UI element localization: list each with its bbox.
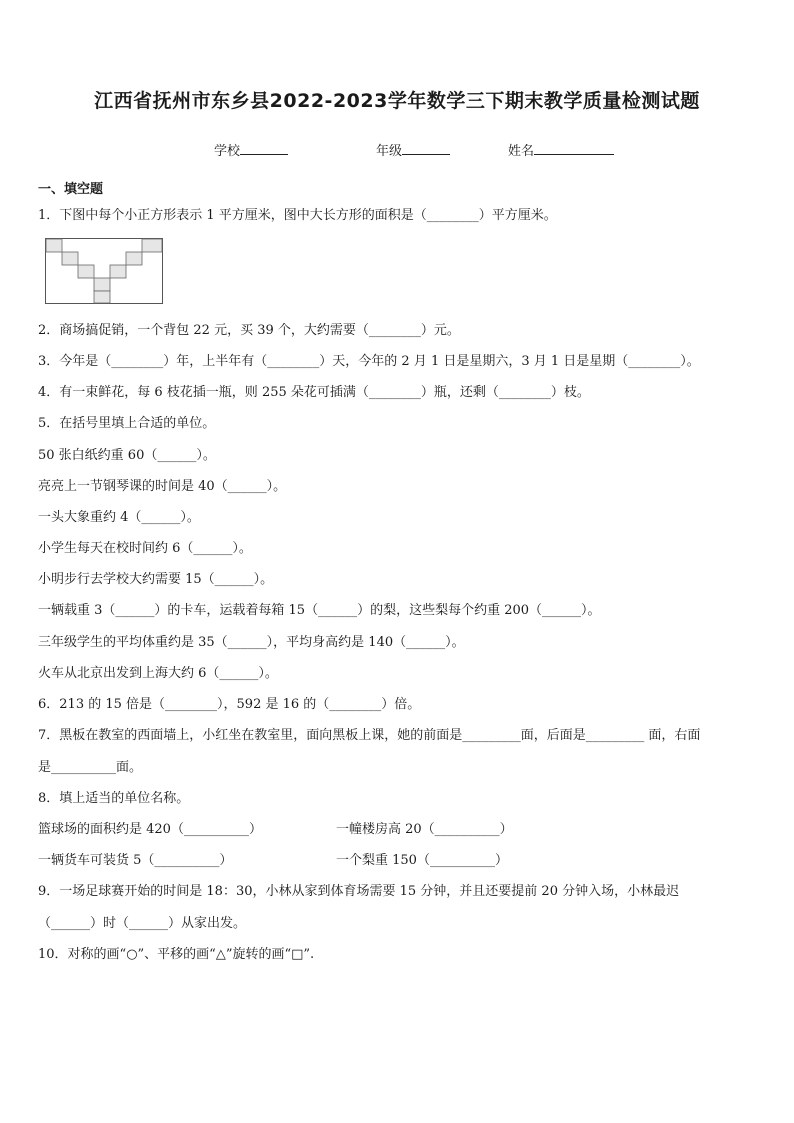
q5-item: 一头大象重约 4（______）。 xyxy=(38,510,200,525)
question-8: 8．填上适当的单位名称。 xyxy=(38,791,190,806)
q8-item-left: 篮球场的面积约是 420（__________） xyxy=(38,822,262,837)
q8-item-left: 一辆货车可装货 5（__________） xyxy=(38,853,233,868)
q5-item: 火车从北京出发到上海大约 6（______）。 xyxy=(38,666,278,681)
question-3: 3．今年是（________）年，上半年有（________）天，今年的 2 月 1 日是星期六，3 月 1 日是星期（________）。 xyxy=(38,354,700,369)
question-7: 7．黑板在教室的西面墙上，小红坐在教室里，面向黑板上课，她的前面是_________面，后面是_________ 面，右面 xyxy=(38,728,701,743)
school-field xyxy=(214,140,288,159)
question-5: 5．在括号里填上合适的单位。 xyxy=(38,416,216,431)
school-label: 学校 xyxy=(214,144,241,159)
grade-blank[interactable] xyxy=(402,141,450,155)
name-blank[interactable] xyxy=(534,141,614,155)
q8-item-right: 一幢楼房高 20（__________） xyxy=(336,822,513,837)
q5-item: 三年级学生的平均体重约是 35（______），平均身高约是 140（______）。 xyxy=(38,635,465,650)
question-2: 2．商场搞促销，一个背包 22 元，买 39 个，大约需要（________）元。 xyxy=(38,323,460,338)
q5-item: 亮亮上一节钢琴课的时间是 40（______）。 xyxy=(38,479,287,494)
question-7-cont: 是__________面。 xyxy=(38,760,143,775)
grade-field xyxy=(376,140,450,159)
question-6: 6．213 的 15 倍是（________），592 是 16 的（________）倍。 xyxy=(38,697,421,712)
grid-figure xyxy=(45,238,163,304)
question-10: 10．对称的画“○”、平移的画“△”旋转的画“□”. xyxy=(38,947,315,962)
q5-item: 50 张白纸约重 60（______）。 xyxy=(38,448,216,463)
question-4: 4．有一束鲜花，每 6 枝花插一瓶，则 255 朵花可插满（________）瓶，还剩（________）枝。 xyxy=(38,385,590,400)
q8-item-right: 一个梨重 150（__________） xyxy=(336,853,508,868)
name-label: 姓名 xyxy=(508,144,535,159)
page-title: 江西省抚州市东乡县2022-2023学年数学三下期末教学质量检测试题 xyxy=(94,90,700,112)
q5-item: 小学生每天在校时间约 6（______）。 xyxy=(38,541,252,556)
q5-item: 小明步行去学校大约需要 15（______）。 xyxy=(38,572,274,587)
question-9-cont: （______）时（______）从家出发。 xyxy=(38,916,247,931)
name-field xyxy=(508,140,614,159)
question-1: 1．下图中每个小正方形表示 1 平方厘米，图中大长方形的面积是（________）平方厘米。 xyxy=(38,208,557,223)
school-blank[interactable] xyxy=(240,141,288,155)
question-9: 9．一场足球赛开始的时间是 18：30，小林从家到体育场需要 15 分钟，并且还要提前 20 分钟入场，小林最迟 xyxy=(38,884,680,899)
grade-label: 年级 xyxy=(376,144,403,159)
q5-item: 一辆载重 3（______）的卡车，运载着每箱 15（______）的梨，这些梨每个约重 200（______）。 xyxy=(38,603,601,618)
section-heading: 一、填空题 xyxy=(38,182,104,197)
